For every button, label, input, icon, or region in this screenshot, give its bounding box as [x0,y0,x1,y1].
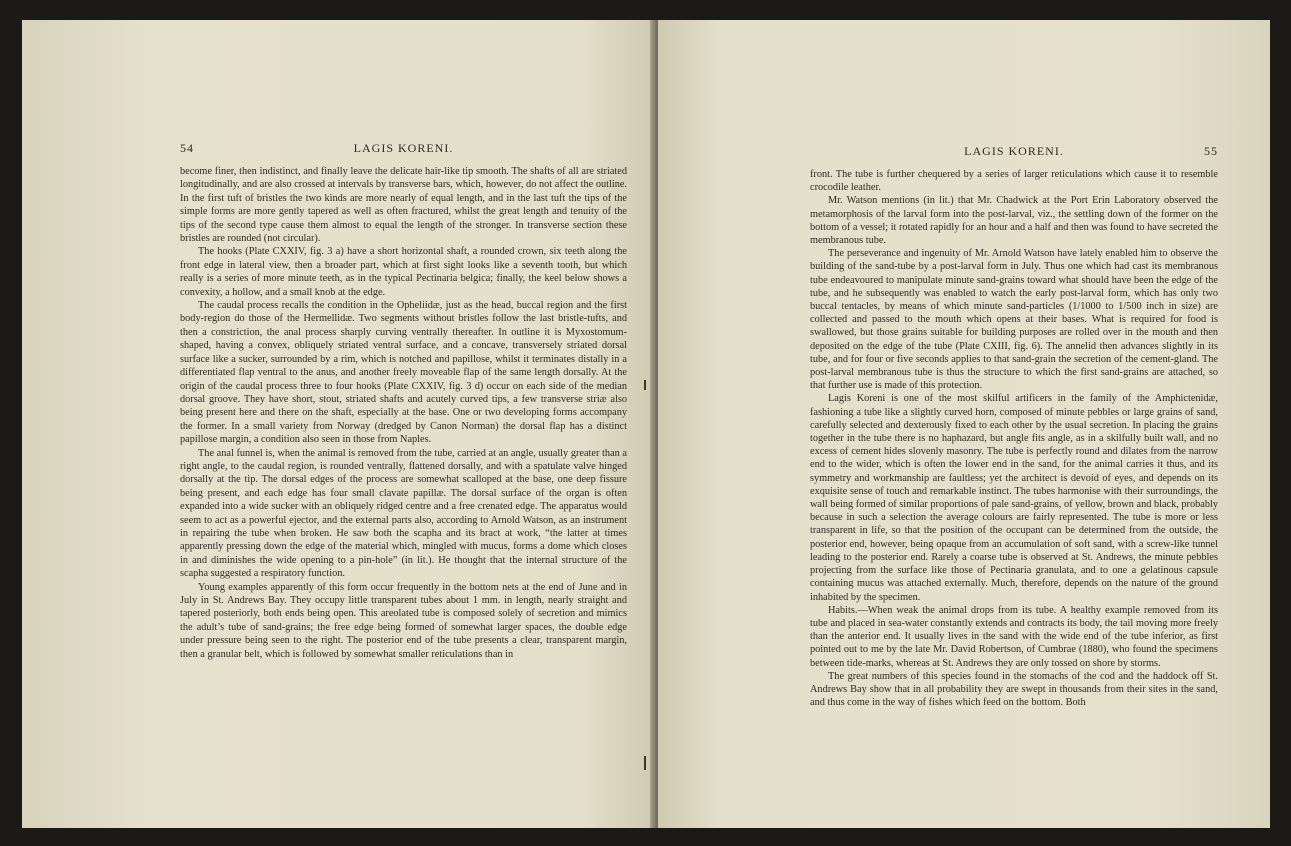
paragraph: Mr. Watson mentions (in lit.) that Mr. Chadwick at the Port Erin Laboratory observed the metamorphosis of the larval form into the post-larval, viz., the settling down of the former on the bottom of a vessel; it rotated rapidly for an hour and a half and then was found to have secreted the membranous tube. [810,195,1218,247]
paragraph: front. The tube is further chequered by a series of larger reticulations which cause it to resemble crocodile leather. [810,169,1218,194]
gutter-mark [644,756,646,770]
paragraph: The perseverance and ingenuity of Mr. Arnold Watson have lately enabled him to observe the building of the sand-tube by a post-larval form in July. Thus one which had cast its membranous tube endeavoured to manipulate minute sand-grains toward what should have been the edge of the tube, and he subsequently was enabled to watch the early post-larval form, which has only two buccal tentacles, by means of which minute sand-particles (1/1000 to 1/500 inch in size) are collected and passed to the mouth which opens at their bases. What is required for food is swallowed, but those grains suitable for building purposes are rolled over in the mouth and then deposited on the edge of the tube (Plate CXIII, fig. 6). The annelid then advances slightly in its tube, and for four or five seconds applies to that sand-grain the secretion of the cement-gland. The post-larval membranous tube is thus the structure to which the first sand-grains are attached, so that further use is made of this protection. [810,248,1218,392]
left-page-number: 54 [180,141,194,155]
right-page-body [810,168,1218,709]
left-page-header [180,141,627,165]
right-page-number: 55 [1204,144,1218,158]
paragraph: The anal funnel is, when the animal is removed from the tube, carried at an angle, usually greater than a right angle, to the caudal region, is rounded ventrally, flattened dorsally, and with a spatulate valve hinged dorsally at the tip. The dorsal edges of the process are somewhat scalloped at the base, one deep fissure being present, and each edge has four small clavate papillæ. The dorsal surface of the organ is often expanded into a wide sucker with an obliquely ridged centre and a free crenated edge. The apparatus would seem to act as a powerful ejector, and the external parts also, according to Arnold Watson, as an instrument in repairing the tube when broken. He saw both the scapha and its bract at work, “the latter at times apparently pressing down the edge of the material which, mingled with mucus, forms a dome which closes in and diminishes the wide opening to a pin-hole” (in lit.). He thought that the internal structure of the scapha suggested a respiratory function. [180,447,627,580]
right-running-head: LAGIS KORENI. [964,144,1064,158]
book-spread [22,20,1270,828]
paragraph: become finer, then indistinct, and finally leave the delicate hair-like tip smooth. The shafts of all are striated longitudinally, and are also crossed at intervals by transverse bars, which, however, do not affect the outline. In the first tuft of bristles the two kinds are more nearly of equal length, and in the last tuft the tips of the simple forms are more gently tapered as well as often fractured, whilst the great length and tenuity of the tips of the second type cause them almost to equal the length of the stronger. In transverse section these bristles are rounded (not circular). [180,166,627,245]
right-page [658,20,1270,828]
gutter-mark [644,380,646,390]
paragraph: The hooks (Plate CXXIV, fig. 3 a) have a short horizontal shaft, a rounded crown, six teeth along the front edge in lateral view, then a broader part, which at first sight looks like a seventh tooth, but which really is a series of more minute teeth, as in the typical Pectinaria belgica; finally, the keel below shows a convexity, a hollow, and a small knob at the edge. [180,246,627,298]
paragraph: Young examples apparently of this form occur frequently in the bottom nets at the end of June and in July in St. Andrews Bay. They occupy little transparent tubes about 1 mm. in length, nearly straight and tapered posteriorly, both ends being open. This areolated tube is composed solely of secretion and mimics the adult’s tube of sand-grains; the free edge being formed of somewhat larger spaces, the double edge under pressure being seen to the right. The posterior end of the tube presents a clear, transparent margin, then a granular belt, which is followed by somewhat smaller reticulations than in [180,581,627,660]
left-page [22,20,657,828]
paragraph: Lagis Koreni is one of the most skilful artificers in the family of the Amphictenidæ, fashioning a tube like a slightly curved horn, composed of minute pebbles or large grains of sand, carefully selected and dexterously fixed to each other by the usual secretion. In placing the grains together in the tube there is no haphazard, but angle fits angle, as in a skilfully built wall, and no excess of cement hides slovenly masonry. The tube is perfectly round and dilates from the narrow end to the wider, which is often the lower end in the sand, for the animal carries it thus, and its symmetry and workmanship are faultless; yet the architect is devoid of eyes, and depends on its exquisite sense of touch and remarkable instinct. The tubes harmonise with their surroundings, the wall being formed of similar proportions of pale sand-grains, of yellow, brown and black, probably because in such a selection the average colours are fairly represented. The tube is more or less transparent in life, so that the position of the occupant can be determined from the outside, the posterior end, however, being opaque from an accumulation of soft sand, with a screw-like tunnel leading to the posterior end. Rarely a coarse tube is observed at St. Andrews, the minute pebbles projecting from the surface like those of Pectinaria granulata, and to one a gelatinous capsule containing mucus was attached externally. Much, therefore, depends on the nature of the ground inhabited by the specimen. [810,393,1218,603]
paragraph: The caudal process recalls the condition in the Opheliidæ, just as the head, buccal region and the first body-region do those of the Hermellidæ. Two segments without bristles follow the last bristle-tufts, and then a constriction, the anal process sharply curving ventrally thereafter. In outline it is Myxostomum-shaped, having a convex, obliquely striated ventral surface, and a concave, transversely striated dorsal surface like a sucker, surrounded by a rim, which is notched and papillose, whilst it terminates distally in a differentiated flap ventral to the anus, and another freely moveable flap of the same length dorsally. At the origin of the caudal process three to four hooks (Plate CXXIV, fig. 3 d) occur on each side of the median dorsal groove. They have short, stout, striated shafts and acutely curved tips, a few transverse striæ also being present here and there on the shaft, especially at the base. One or two developing forms accompany the former. In a small variety from Norway (dredged by Canon Norman) the dorsal flap has a distinct papillose margin, a condition also seen in those from Naples. [180,300,627,446]
paragraph: Habits.—When weak the animal drops from its tube. A healthy example removed from its tube and placed in sea-water constantly extends and contracts its body, the tail moving more freely than the anterior end. It usually lives in the sand with the wide end of the tube inferior, as first pointed out to me by the late Mr. David Robertson, of Cumbrae (1880), who found the specimens between tide-marks, whereas at St. Andrews they are only tossed on shore by storms. [810,604,1218,669]
left-running-head: LAGIS KORENI. [353,141,454,155]
paragraph: The great numbers of this species found in the stomachs of the cod and the haddock off St. Andrews Bay show that in all probability they are swept in thousands from their sites in the sand, and thus come in the way of fishes which feed on the bottom. Both [810,670,1218,709]
left-page-body [180,165,627,661]
right-page-header [810,144,1218,168]
